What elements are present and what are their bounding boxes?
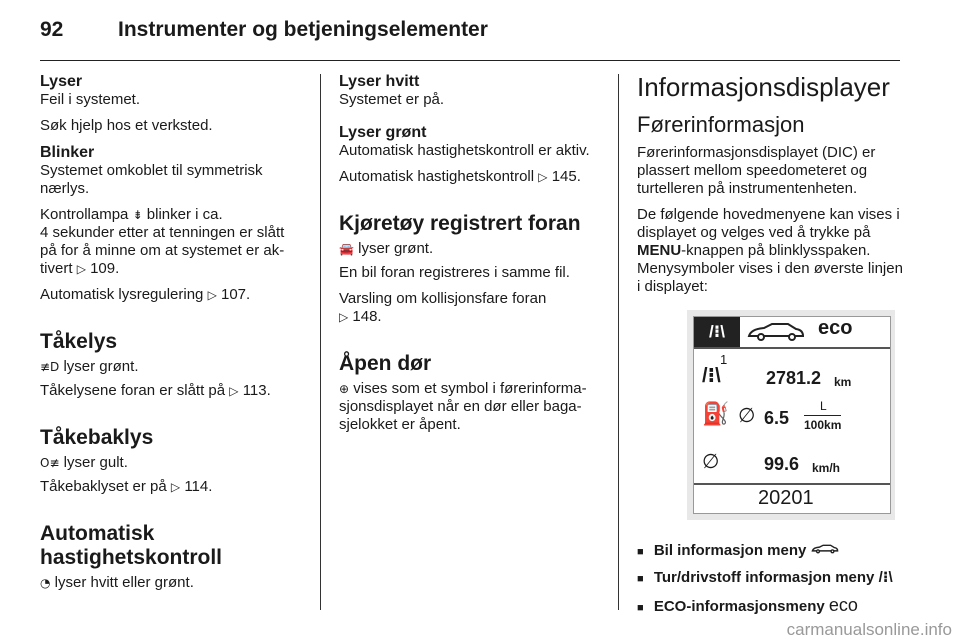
column-middle [339, 72, 601, 442]
list-item: ■ ECO-informasjonsmeny eco [637, 596, 905, 617]
header-rule [40, 60, 900, 61]
trip-icon: /⁝\ [702, 365, 721, 387]
average-symbol: ∅ [738, 405, 756, 427]
vehicle-ahead-icon: 🚘 [339, 242, 354, 256]
column-divider [320, 74, 321, 610]
trip-number: 1 [720, 352, 728, 367]
display-menu-bar [694, 317, 890, 349]
heading-takebaklys: Tåkebaklys [40, 426, 154, 449]
heading-takelys: Tåkelys [40, 330, 118, 353]
heading-hvitt: Lyser hvitt [339, 73, 420, 90]
heading-lyser: Lyser [40, 73, 83, 90]
eco-menu-tab: eco [818, 317, 853, 339]
fuel-pump-icon: ⛽ [702, 401, 730, 426]
car-icon [811, 543, 839, 555]
arrow-ref-icon: ▷ [538, 170, 548, 184]
text: Automatisk hastighetskontroll ▷ 145. [339, 168, 581, 185]
column-right [637, 72, 905, 625]
cruise-control-icon: ◔ [40, 576, 51, 590]
page-header [40, 18, 488, 42]
list-item: ■ Tur/drivstoff informasjon meny /⁝\ [637, 569, 905, 588]
text: Varsling om kollisjonsfare foran ▷ 148. [339, 290, 547, 325]
watermark: carmanualsonline.info [786, 620, 952, 639]
heading-kjoretoy: Kjøretøy registrert foran [339, 212, 581, 235]
page-number: 92 [40, 18, 64, 41]
trip-icon: /⁝\ [878, 569, 893, 586]
driver-info-display-image [687, 310, 895, 520]
speed-value: 99.6 [764, 454, 800, 474]
text: Førerinformasjonsdisplayet (DIC) er plassert mellom speedometeret og turtelleren på instrumentenheten. [637, 144, 876, 197]
menu-keyword: MENU [637, 242, 682, 259]
arrow-ref-icon: ▷ [207, 288, 217, 302]
light-level-icon: ⇟ [132, 208, 143, 222]
rear-fog-light-icon: O≢ [40, 456, 60, 470]
text: Systemet er på. [339, 91, 445, 108]
text: Feil i systemet. [40, 91, 141, 108]
heading-gront: Lyser grønt [339, 124, 427, 141]
heading-automatisk: Automatisk hastighetskontroll [40, 522, 223, 569]
text: De følgende hovedmenyene kan vises i displayet og velges ved å trykke på MENU-knappen på blinklysspaken. Menysymboler vises i den øverste linjen i displayet: [637, 206, 903, 295]
vehicle-menu-tab-icon [746, 321, 806, 348]
arrow-ref-icon: ▷ [76, 262, 86, 276]
text: Automatisk hastighetskontroll er aktiv. [339, 142, 590, 159]
text: Automatisk lysregulering ▷ 107. [40, 286, 251, 303]
column-left [40, 72, 302, 600]
text: ≢D lyser grønt. [40, 358, 139, 375]
fuel-unit-bottom: 100km [804, 415, 841, 434]
heading-blinker: Blinker [40, 144, 95, 161]
section-subtitle: Førerinformasjon [637, 112, 805, 137]
odometer-value: 20201 [758, 487, 814, 509]
distance-value: 2781.2 [766, 368, 822, 388]
text: Systemet omkoblet til symmetrisk nærlys. [40, 162, 263, 197]
heading-apen-dor: Åpen dør [339, 352, 432, 375]
arrow-ref-icon: ▷ [229, 384, 239, 398]
arrow-ref-icon: ▷ [339, 310, 349, 324]
text: ◔ lyser hvitt eller grønt. [40, 574, 194, 591]
text: Tåkebaklyset er på ▷ 114. [40, 478, 213, 495]
section-title: Informasjonsdisplayer [637, 72, 890, 102]
text: En bil foran registreres i samme fil. [339, 264, 570, 281]
page-title: Instrumenter og betjeningselementer [118, 18, 488, 41]
fuel-value: 6.5 [764, 408, 790, 428]
speed-unit: km/h [812, 461, 841, 475]
fog-light-icon: ≢D [40, 360, 60, 374]
distance-unit: km [834, 375, 852, 389]
text: O≢ lyser gult. [40, 454, 128, 471]
text: Tåkelysene foran er slått på ▷ 113. [40, 382, 271, 399]
trip-menu-tab-icon: /⁝\ [694, 317, 740, 347]
column-divider [618, 74, 619, 610]
text: Kontrollampa ⇟ blinker i ca. 4 sekunder etter at tenningen er slått på for å minne om at systemet er aktivert ▷ 109. [40, 206, 285, 277]
menu-list [637, 542, 905, 617]
fuel-unit-top: L [820, 399, 827, 413]
average-symbol: ∅ [702, 451, 720, 473]
text: Søk hjelp hos et verksted. [40, 117, 213, 134]
arrow-ref-icon: ▷ [170, 480, 181, 494]
open-door-icon: ⊕ [339, 382, 350, 396]
eco-icon: eco [828, 595, 858, 615]
text: ⊕ vises som et symbol i førerinformasjonsdisplayet når en dør eller bagasjelokket er åpent. [339, 380, 587, 433]
list-item: ■ Bil informasjon meny [637, 542, 905, 561]
text: 🚘 lyser grønt. [339, 240, 434, 257]
